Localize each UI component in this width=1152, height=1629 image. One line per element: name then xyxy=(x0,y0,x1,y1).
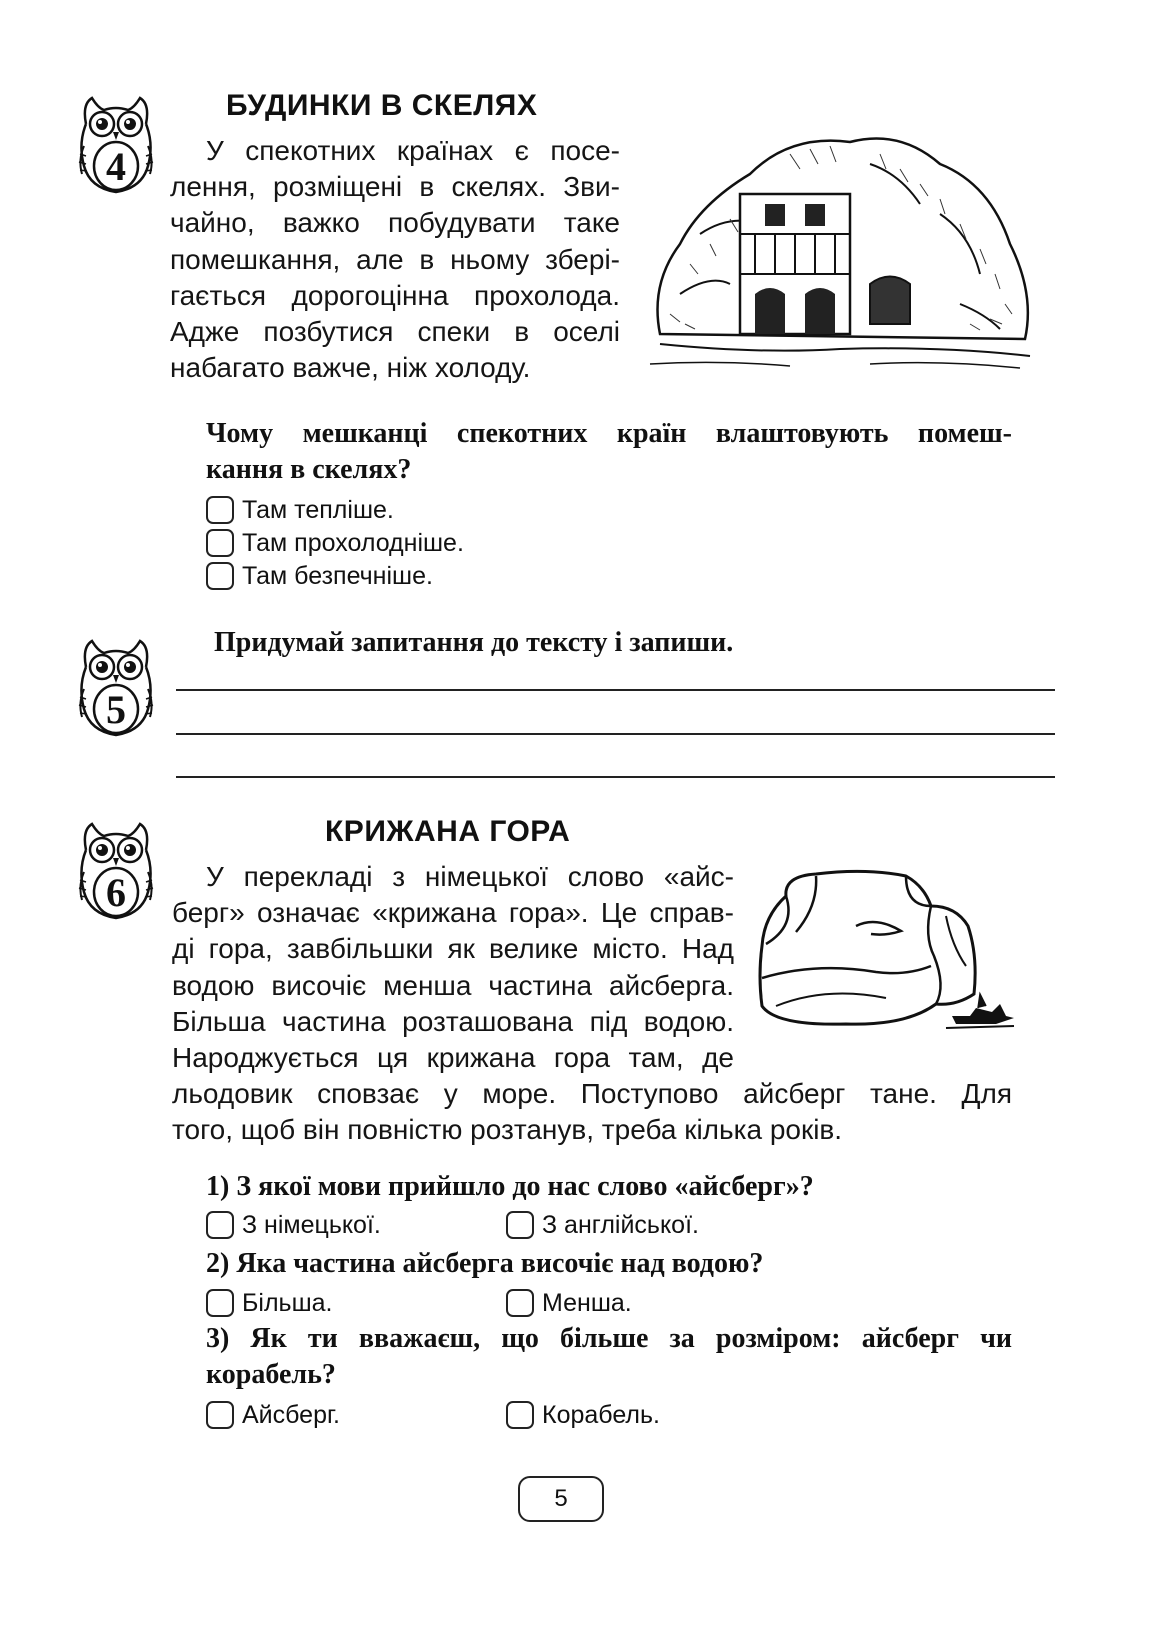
task-6-question-1 xyxy=(206,1168,814,1204)
option-label: Там безпечніше. xyxy=(242,561,433,590)
text-line: набагато важче, ніж холоду. xyxy=(170,352,531,384)
text-line: водою височіє менша частина айсберга. xyxy=(172,969,734,1001)
task-number: 5 xyxy=(106,687,126,732)
text-line: гається дорогоцінна прохолода. xyxy=(170,279,620,311)
question-line: 1) З якої мови прийшло до нас слово «айсберг»? xyxy=(206,1171,814,1202)
answer-option[interactable] xyxy=(506,1399,660,1431)
checkbox[interactable] xyxy=(506,1211,534,1239)
checkbox[interactable] xyxy=(206,562,234,590)
answer-write-line[interactable] xyxy=(176,689,1055,691)
checkbox[interactable] xyxy=(206,1211,234,1239)
answer-option[interactable] xyxy=(506,1287,632,1319)
text-line: Більша частина розташована під водою. xyxy=(172,1005,734,1037)
checkbox[interactable] xyxy=(206,529,234,557)
checkbox[interactable] xyxy=(506,1401,534,1429)
text-line: чайно, важко побудувати таке xyxy=(170,207,620,239)
text-line: льодовик сповзає у море. Поступово айсберг тане. Для xyxy=(172,1078,1012,1110)
task-number: 6 xyxy=(106,870,126,915)
task-6-question-3 xyxy=(206,1320,1012,1392)
question-line: 2) Яка частина айсберга височіє над водою? xyxy=(206,1248,764,1279)
checkbox[interactable] xyxy=(206,496,234,524)
question-line: кання в скелях? xyxy=(206,454,412,486)
answer-option[interactable] xyxy=(206,1399,340,1431)
answer-write-line[interactable] xyxy=(176,733,1055,735)
text-line: лення, розміщені в скелях. Зви- xyxy=(170,171,620,203)
text-line: берг» означає «крижана гора». Це справ- xyxy=(172,897,734,929)
checkbox[interactable] xyxy=(506,1289,534,1317)
checkbox[interactable] xyxy=(206,1289,234,1317)
task-5-prompt: Придумай запитання до тексту і запиши. xyxy=(214,627,734,658)
page-number: 5 xyxy=(518,1476,604,1522)
answer-option[interactable] xyxy=(206,527,464,559)
iceberg-illustration xyxy=(756,866,1018,1036)
task-6-owl-badge xyxy=(76,820,156,920)
answer-option[interactable] xyxy=(206,1209,381,1241)
question-line: корабель? xyxy=(206,1359,336,1391)
answer-option[interactable] xyxy=(206,494,394,526)
rock-houses-illustration xyxy=(640,124,1040,380)
task-6-question-2 xyxy=(206,1245,763,1281)
answer-write-line[interactable] xyxy=(176,776,1055,778)
answer-option[interactable] xyxy=(206,560,433,592)
answer-option[interactable] xyxy=(506,1209,699,1241)
option-label: З англійської. xyxy=(542,1210,699,1239)
answer-option[interactable] xyxy=(206,1287,332,1319)
option-label: Корабель. xyxy=(542,1400,660,1429)
task-number: 4 xyxy=(106,144,126,189)
task-4-title: БУДИНКИ В СКЕЛЯХ xyxy=(226,89,538,122)
owl-icon xyxy=(76,820,156,920)
task-6-title: КРИЖАНА ГОРА xyxy=(325,815,571,848)
option-label: Там прохолодніше. xyxy=(242,528,464,557)
owl-icon xyxy=(76,637,156,737)
task-4-owl-badge xyxy=(76,94,156,194)
text-line: Народжується ця крижана гора там, де xyxy=(172,1041,734,1073)
task-4-text xyxy=(170,133,620,386)
owl-icon xyxy=(76,94,156,194)
text-line: помешкання, але в ньому збері- xyxy=(170,243,620,275)
option-label: З німецької. xyxy=(242,1210,381,1239)
option-label: Там тепліше. xyxy=(242,495,394,524)
option-label: Менша. xyxy=(542,1288,632,1317)
option-label: Айсберг. xyxy=(242,1400,340,1429)
text-line: У перекладі з німецької слово «айс- xyxy=(206,861,734,892)
text-line: Адже позбутися спеки в оселі xyxy=(170,315,620,347)
text-line: У спекотних країнах є посе- xyxy=(206,135,620,166)
text-line: того, щоб він повністю розтанув, треба кілька років. xyxy=(172,1114,843,1146)
text-line: ді гора, завбільшки як велике місто. Над xyxy=(172,933,734,965)
question-line: Чому мешканці спекотних країн влаштовують помеш- xyxy=(206,418,1012,449)
question-line: 3) Як ти вважаєш, що більше за розміром: айсберг чи xyxy=(206,1323,1012,1354)
task-4-question xyxy=(206,415,1012,487)
task-5-owl-badge xyxy=(76,637,156,737)
option-label: Більша. xyxy=(242,1288,333,1317)
checkbox[interactable] xyxy=(206,1401,234,1429)
task-6-text xyxy=(172,859,1012,1149)
